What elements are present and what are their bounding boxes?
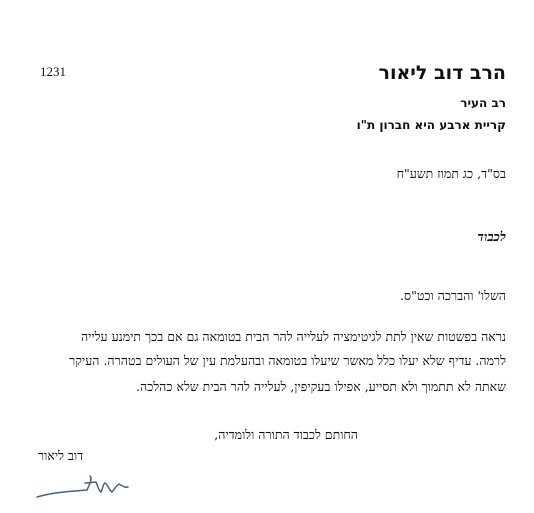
body-paragraph-line: נראה בפשטות שאין לתת לגיטימציה לעלייה להר הבית בטומאה גם אם בכך תימנע עלייה	[80, 329, 506, 344]
document-number: 1231	[40, 64, 66, 79]
letter-date: בס"ד, כג תמוז תשע"ח	[396, 166, 506, 181]
letterhead-title: רב העיר	[460, 96, 506, 110]
body-paragraph-line: שאתה לא תתמוך ולא תסייע, אפילו בעקיפין, לעלייה להר הבית שלא כהלכה.	[136, 379, 506, 394]
letterhead-name: הרב דוב ליאור	[378, 62, 506, 84]
body-paragraph-line: לרמה. עדיף שלא יעלו כלל מאשר שיעלו בטומאה ובהעלמת עין של העולים בטהרה. העיקר	[69, 353, 506, 368]
handwritten-signature-icon	[35, 470, 130, 504]
letterhead-address: קריית ארבע היא חברון ת"ו	[356, 118, 506, 132]
signature-name: דוב ליאור	[38, 448, 84, 463]
recipient-honorific: לכבוד	[477, 230, 506, 245]
letter-closing: החותם לכבוד התורה ולומדיה,	[214, 427, 358, 442]
letter-greeting: השלו' והברכה וכט"ס.	[399, 288, 506, 303]
